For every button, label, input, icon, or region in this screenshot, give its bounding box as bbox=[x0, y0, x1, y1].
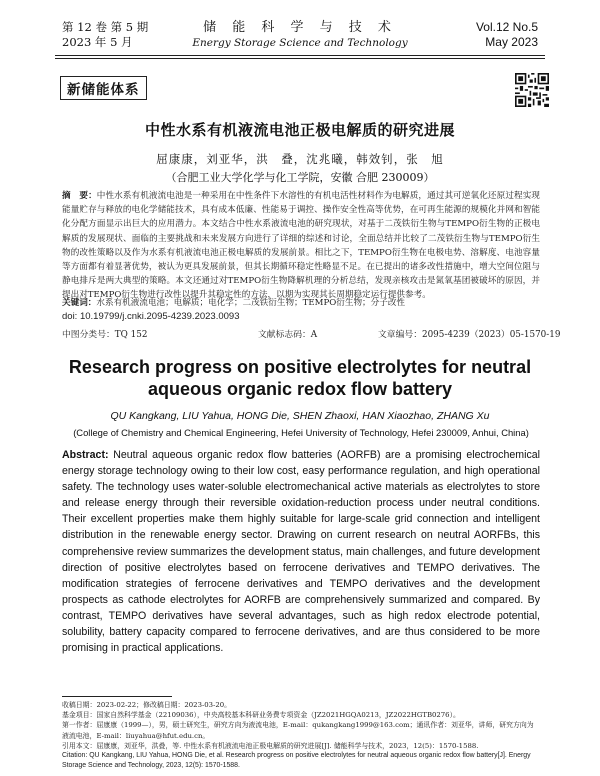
column-label: 新储能体系 bbox=[60, 76, 147, 100]
title-en-line-2: aqueous organic redox flow battery bbox=[147, 379, 453, 399]
authors-en: QU Kangkang, LIU Yahua, HONG Die, SHEN Zhaoxi, HAN Xiaozhao, ZHANG Xu bbox=[110, 410, 490, 422]
header-right bbox=[476, 20, 538, 50]
classification: 中图分类号：TQ 152 bbox=[62, 330, 148, 340]
journal-title-en: Energy Storage Science and Technology bbox=[192, 37, 408, 49]
keywords-cn-text: 水系有机液流电池；电解质；电化学；二茂铁衍生物；TEMPO衍生物；分子改性 bbox=[96, 298, 406, 308]
title-en-line-1: Research progress on positive electrolytes for neutral bbox=[68, 357, 532, 377]
keywords-cn-label: 关键词： bbox=[62, 298, 97, 308]
doc-code: 文献标志码：A bbox=[258, 330, 318, 340]
affiliation-en: (College of Chemistry and Chemical Engineering, Hefei University of Technology, Hefei 230009, Anhui, China) bbox=[73, 427, 529, 438]
abstract-cn-label: 摘 要： bbox=[62, 191, 97, 201]
keywords-cn bbox=[62, 297, 540, 310]
footnotes bbox=[62, 700, 540, 771]
abstract-en-label: Abstract: bbox=[62, 449, 109, 461]
footnote-citation-en: Citation: QU Kangkang, LIU Yahua, HONG Die, et al. Research progress on positive electrolytes for neutral aqueous organic redox flow battery[J]. Energy Storage Science and Technology, 2023, 12(5): 1570-1588. bbox=[62, 752, 531, 770]
abstract-en bbox=[62, 447, 540, 656]
abstract-cn bbox=[62, 189, 540, 303]
abstract-cn-text: 中性水系有机液流电池是一种采用在中性条件下水溶性的有机电活性材料作为电解质，通过其可逆氧化还原过程实现能量贮存与释放的电化学储能技术，具有成本低廉、性能易于调控、操作安全性高等优势，在可再生能源的规模化并网和智能化分配方面显示出巨大的应用潜力。本文结合中性水系液流电池的研究现状，对基于二茂铁衍生物与TEMPO衍生物的正极电解质的发展现状、面临的主要挑战和未来发展方向进行了详细的综述和讨论，全面总结并比较了二茂铁衍生物与TEMPO衍生物的改性策略以及作为水系有机液流电池正极电解质的发展前景。相比之下，TEMPO衍生物在电极电势、溶解度、电池容量等方面都有着显著优势，被认为更具发展前景，但其长期循环稳定性略显不足。在已提出的诸多改性措施中，增大空间位阻与静电排斥是两大典型的策略。本文还通过对TEMPO衍生物降解机理的分析总结，发现亲核攻击是氮氧基团被破坏的原因，并提出对TEMPO衍生物进行改性以提升其稳定性的方法，以期为实现其长周期稳定运行提供参考。 bbox=[62, 191, 540, 301]
title-cn: 中性水系有机液流电池正极电解质的研究进展 bbox=[144, 121, 455, 139]
footnote-citation-cn: 引用本文：屈康康，刘亚华，洪叠，等. 中性水系有机液流电池正极电解质的研究进展[J]. 储能科学与技术，2023，12(5)：1570-1588. bbox=[62, 741, 479, 750]
footnote-first-author: 第一作者：屈康康（1999—），男，硕士研究生，研究方向为液流电池，E-mail：qukangkang1999@163.com；通讯作者：刘亚华，讲师，研究方向为液流电池，E-mail：liuyahua@hfut.edu.cn。 bbox=[62, 721, 534, 740]
qr-code-icon[interactable] bbox=[515, 73, 549, 107]
footnote-rule bbox=[62, 696, 172, 697]
doi[interactable]: doi: 10.19799/j.cnki.2095-4239.2023.0093 bbox=[62, 311, 240, 322]
header-rule-thin bbox=[55, 58, 545, 59]
date-en: May 2023 bbox=[485, 35, 538, 49]
issue-cn: 第 12 卷 第 5 期 bbox=[62, 20, 149, 34]
journal-title-cn: 储 能 科 学 与 技 术 bbox=[203, 20, 397, 35]
issue-en: Vol.12 No.5 bbox=[475, 20, 538, 34]
date-cn: 2023 年 5 月 bbox=[62, 35, 133, 49]
footnote-funding: 基金项目：国家自然科学基金（22109036），中央高校基本科研业务费专项资金（JZ2021HGQA0213，JZ2022HGTB0276）。 bbox=[62, 711, 460, 720]
authors-cn: 屈康康，刘亚华，洪 叠，沈兆曦，韩效钊，张 旭 bbox=[156, 152, 444, 166]
title-en bbox=[0, 356, 600, 400]
header-rule bbox=[55, 55, 545, 56]
article-number: 文章编号：2095-4239（2023）05-1570-19 bbox=[378, 330, 561, 340]
footnote-received: 收稿日期：2023-02-22；修改稿日期：2023-03-20。 bbox=[62, 701, 232, 709]
affiliation-cn: （合肥工业大学化学与化工学院，安徽 合肥 230009） bbox=[165, 171, 435, 184]
abstract-en-text: Neutral aqueous organic redox flow batteries (AORFB) are a promising electrochemical energy storage technology owing to their low cost, easy performance regulation, and high operational safety. The technology uses water-soluble electromechanical active materials as electrolytes to store and release energy through their reversible oxidation-reduction process under neutral conditions. Their excellent properties make them highly suitable for large-scale grid connection and intelligent distribution in the renewable energy sector. Drawing on current research on neutral AORFBs, this comprehensive review summarizes the development status, main challenges, and future development direction of positive electrolytes based on ferrocene derivatives and TEMPO derivatives. The modification strategies of ferrocene derivatives and TEMPO derivatives and the development prospects as cathode electrolytes for AORFB are comprehensively summarized and compared. By contrast, TEMPO derivatives have several advantages, such as high redox electrode potential, solubility, battery capacity compared to ferrocene derivatives, and are thus considered to be more promising in practical applications. bbox=[62, 449, 540, 655]
